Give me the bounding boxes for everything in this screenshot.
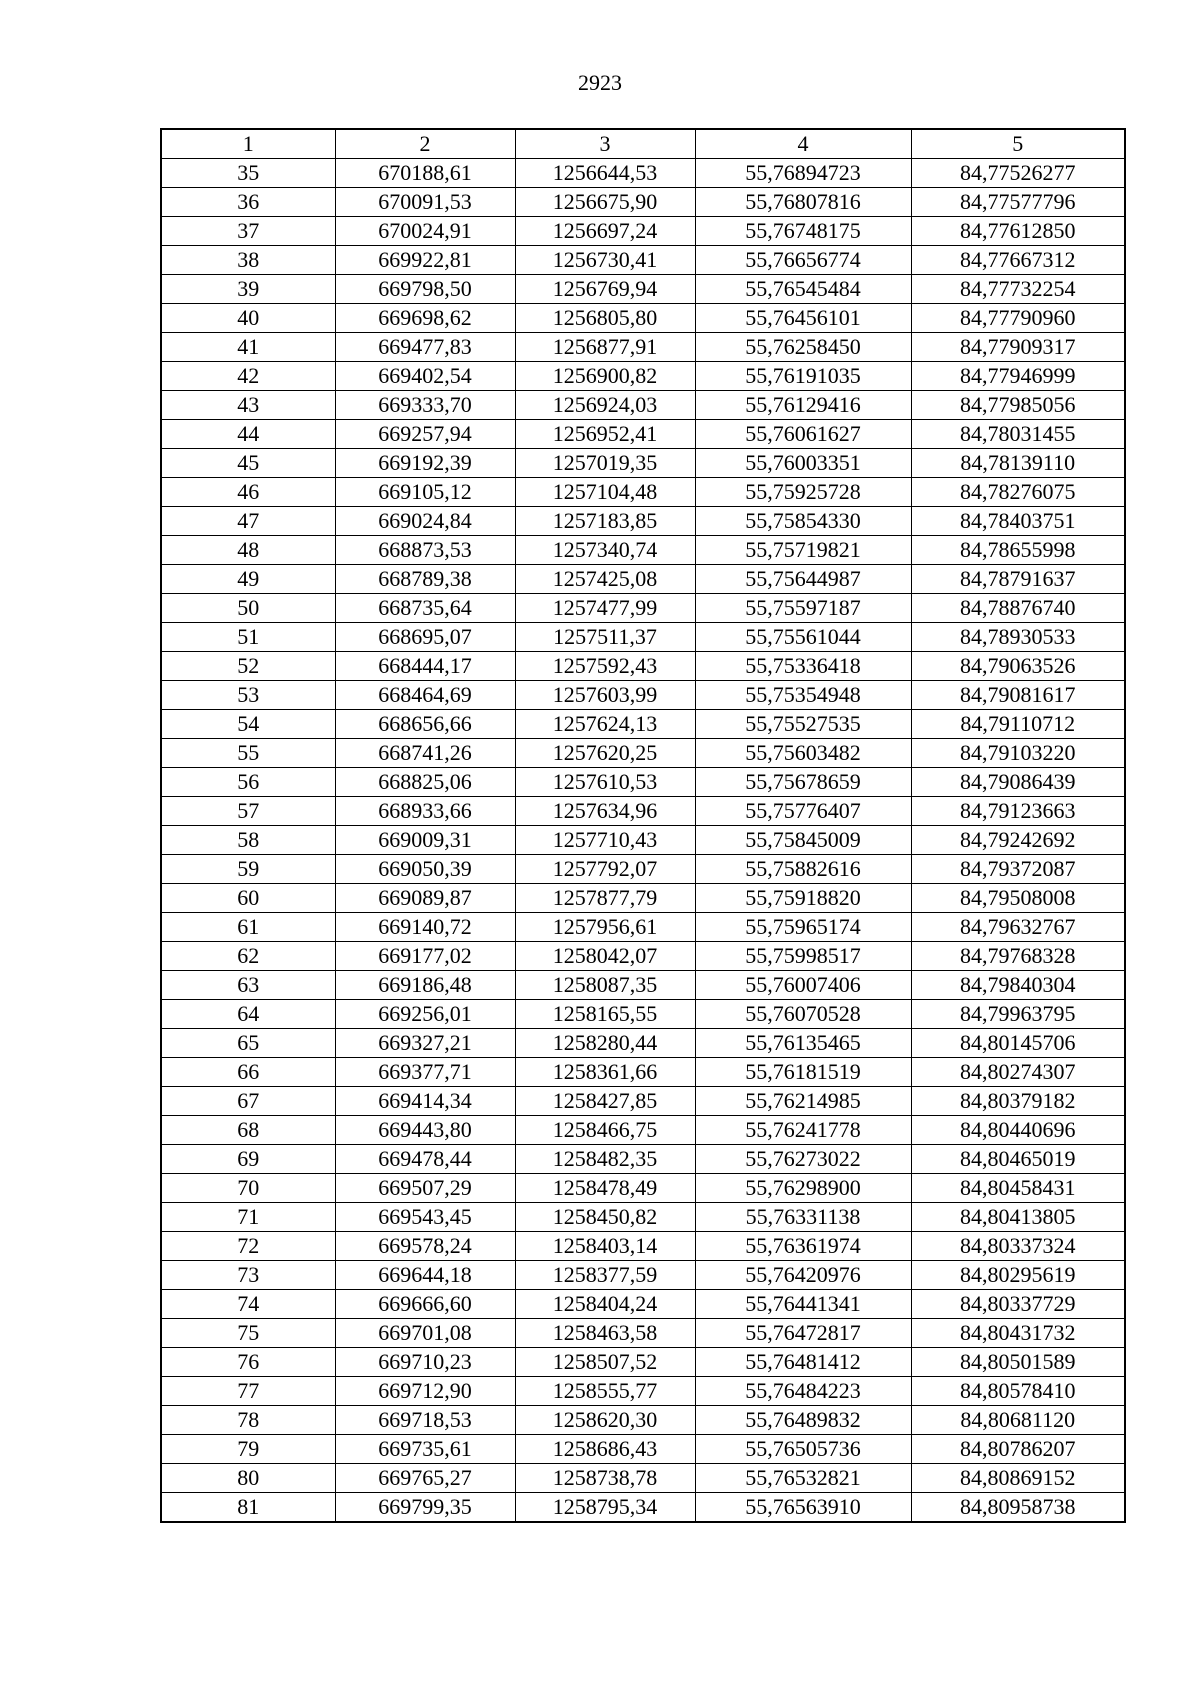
table-row xyxy=(161,159,1125,188)
table-cell: 84,77946999 xyxy=(911,362,1125,391)
table-cell: 669105,12 xyxy=(335,478,515,507)
table-row xyxy=(161,1493,1125,1523)
table-cell: 84,77790960 xyxy=(911,304,1125,333)
table-row xyxy=(161,246,1125,275)
table-cell: 668789,38 xyxy=(335,565,515,594)
table-cell: 55,76129416 xyxy=(695,391,911,420)
table-cell: 670091,53 xyxy=(335,188,515,217)
table-cell: 55,76070528 xyxy=(695,1000,911,1029)
table-cell: 37 xyxy=(161,217,335,246)
table-cell: 1258738,78 xyxy=(515,1464,695,1493)
table-cell: 84,77577796 xyxy=(911,188,1125,217)
table-header-row xyxy=(161,129,1125,159)
table-cell: 668735,64 xyxy=(335,594,515,623)
table-cell: 43 xyxy=(161,391,335,420)
table-cell: 84,77612850 xyxy=(911,217,1125,246)
table-cell: 668464,69 xyxy=(335,681,515,710)
table-cell: 1257340,74 xyxy=(515,536,695,565)
table-cell: 669701,08 xyxy=(335,1319,515,1348)
table-row xyxy=(161,1087,1125,1116)
table-cell: 55,75603482 xyxy=(695,739,911,768)
table-cell: 669478,44 xyxy=(335,1145,515,1174)
table-cell: 84,78031455 xyxy=(911,420,1125,449)
table-cell: 1257610,53 xyxy=(515,768,695,797)
table-row xyxy=(161,449,1125,478)
table-cell: 55,76061627 xyxy=(695,420,911,449)
table-cell: 63 xyxy=(161,971,335,1000)
table-cell: 84,78403751 xyxy=(911,507,1125,536)
table-cell: 84,80786207 xyxy=(911,1435,1125,1464)
table-cell: 46 xyxy=(161,478,335,507)
table-cell: 65 xyxy=(161,1029,335,1058)
table-cell: 55,75644987 xyxy=(695,565,911,594)
table-cell: 670188,61 xyxy=(335,159,515,188)
table-cell: 79 xyxy=(161,1435,335,1464)
column-header: 4 xyxy=(695,129,911,159)
table-cell: 55,76241778 xyxy=(695,1116,911,1145)
table-cell: 1258450,82 xyxy=(515,1203,695,1232)
table-cell: 1258404,24 xyxy=(515,1290,695,1319)
table-cell: 669718,53 xyxy=(335,1406,515,1435)
table-cell: 84,77985056 xyxy=(911,391,1125,420)
table-cell: 84,77909317 xyxy=(911,333,1125,362)
table-cell: 55,75776407 xyxy=(695,797,911,826)
table-cell: 669327,21 xyxy=(335,1029,515,1058)
table-cell: 1258377,59 xyxy=(515,1261,695,1290)
table-cell: 72 xyxy=(161,1232,335,1261)
table-row xyxy=(161,362,1125,391)
table-cell: 669644,18 xyxy=(335,1261,515,1290)
table-cell: 668656,66 xyxy=(335,710,515,739)
table-cell: 669710,23 xyxy=(335,1348,515,1377)
table-cell: 84,78876740 xyxy=(911,594,1125,623)
table-cell: 75 xyxy=(161,1319,335,1348)
table-cell: 84,78276075 xyxy=(911,478,1125,507)
table-cell: 84,78930533 xyxy=(911,623,1125,652)
table-cell: 1256697,24 xyxy=(515,217,695,246)
table-cell: 1257710,43 xyxy=(515,826,695,855)
table-row xyxy=(161,739,1125,768)
table-cell: 1257425,08 xyxy=(515,565,695,594)
table-cell: 69 xyxy=(161,1145,335,1174)
table-row xyxy=(161,913,1125,942)
table-cell: 60 xyxy=(161,884,335,913)
table-cell: 55,75854330 xyxy=(695,507,911,536)
table-cell: 53 xyxy=(161,681,335,710)
table-cell: 84,79081617 xyxy=(911,681,1125,710)
table-row xyxy=(161,768,1125,797)
table-row xyxy=(161,1029,1125,1058)
table-cell: 55,76331138 xyxy=(695,1203,911,1232)
table-cell: 1258463,58 xyxy=(515,1319,695,1348)
table-cell: 55,76484223 xyxy=(695,1377,911,1406)
table-row xyxy=(161,1000,1125,1029)
table-cell: 669735,61 xyxy=(335,1435,515,1464)
table-row xyxy=(161,188,1125,217)
table-cell: 73 xyxy=(161,1261,335,1290)
table-cell: 48 xyxy=(161,536,335,565)
table-row xyxy=(161,391,1125,420)
table-row xyxy=(161,623,1125,652)
table-cell: 668933,66 xyxy=(335,797,515,826)
table-cell: 84,79110712 xyxy=(911,710,1125,739)
table-cell: 669333,70 xyxy=(335,391,515,420)
table-cell: 669009,31 xyxy=(335,826,515,855)
table-row xyxy=(161,710,1125,739)
table-cell: 39 xyxy=(161,275,335,304)
table-cell: 84,78655998 xyxy=(911,536,1125,565)
table-cell: 84,78791637 xyxy=(911,565,1125,594)
table-cell: 669257,94 xyxy=(335,420,515,449)
table-cell: 1256769,94 xyxy=(515,275,695,304)
table-row xyxy=(161,507,1125,536)
table-cell: 55,75597187 xyxy=(695,594,911,623)
table-cell: 1257511,37 xyxy=(515,623,695,652)
table-cell: 1257877,79 xyxy=(515,884,695,913)
table-cell: 84,79840304 xyxy=(911,971,1125,1000)
table-cell: 55,76656774 xyxy=(695,246,911,275)
table-cell: 55,76003351 xyxy=(695,449,911,478)
table-cell: 81 xyxy=(161,1493,335,1523)
table-cell: 57 xyxy=(161,797,335,826)
table-row xyxy=(161,1232,1125,1261)
table-cell: 55,76472817 xyxy=(695,1319,911,1348)
table-cell: 76 xyxy=(161,1348,335,1377)
table-cell: 84,80431732 xyxy=(911,1319,1125,1348)
table-cell: 84,80295619 xyxy=(911,1261,1125,1290)
table-cell: 55,76563910 xyxy=(695,1493,911,1523)
table-cell: 38 xyxy=(161,246,335,275)
table-cell: 55,75719821 xyxy=(695,536,911,565)
table-cell: 669186,48 xyxy=(335,971,515,1000)
table-cell: 55,76214985 xyxy=(695,1087,911,1116)
table-cell: 669050,39 xyxy=(335,855,515,884)
table-cell: 54 xyxy=(161,710,335,739)
table-cell: 45 xyxy=(161,449,335,478)
table-cell: 55,76748175 xyxy=(695,217,911,246)
table-cell: 35 xyxy=(161,159,335,188)
table-row xyxy=(161,536,1125,565)
table-cell: 1256900,82 xyxy=(515,362,695,391)
table-cell: 669578,24 xyxy=(335,1232,515,1261)
table-cell: 84,80501589 xyxy=(911,1348,1125,1377)
column-header: 3 xyxy=(515,129,695,159)
column-header: 5 xyxy=(911,129,1125,159)
table-cell: 55,76420976 xyxy=(695,1261,911,1290)
table-row xyxy=(161,1435,1125,1464)
table-cell: 84,78139110 xyxy=(911,449,1125,478)
table-cell: 55,75527535 xyxy=(695,710,911,739)
table-cell: 84,79768328 xyxy=(911,942,1125,971)
table-cell: 84,80379182 xyxy=(911,1087,1125,1116)
table-cell: 1256805,80 xyxy=(515,304,695,333)
table-cell: 669024,84 xyxy=(335,507,515,536)
table-cell: 669698,62 xyxy=(335,304,515,333)
table-cell: 669443,80 xyxy=(335,1116,515,1145)
table-cell: 1258555,77 xyxy=(515,1377,695,1406)
table-row xyxy=(161,855,1125,884)
table-cell: 84,80458431 xyxy=(911,1174,1125,1203)
table-cell: 52 xyxy=(161,652,335,681)
table-cell: 669798,50 xyxy=(335,275,515,304)
table-cell: 1258620,30 xyxy=(515,1406,695,1435)
table-cell: 1257620,25 xyxy=(515,739,695,768)
table-cell: 56 xyxy=(161,768,335,797)
table-cell: 1258427,85 xyxy=(515,1087,695,1116)
table-cell: 64 xyxy=(161,1000,335,1029)
table-cell: 668873,53 xyxy=(335,536,515,565)
table-row xyxy=(161,652,1125,681)
column-header: 2 xyxy=(335,129,515,159)
table-cell: 55,75845009 xyxy=(695,826,911,855)
table-cell: 1256675,90 xyxy=(515,188,695,217)
table-cell: 1257183,85 xyxy=(515,507,695,536)
table-cell: 55,76361974 xyxy=(695,1232,911,1261)
table-cell: 669402,54 xyxy=(335,362,515,391)
table-cell: 669765,27 xyxy=(335,1464,515,1493)
table-cell: 77 xyxy=(161,1377,335,1406)
table-row xyxy=(161,594,1125,623)
table-cell: 669089,87 xyxy=(335,884,515,913)
table-cell: 61 xyxy=(161,913,335,942)
table-cell: 84,80274307 xyxy=(911,1058,1125,1087)
table-cell: 84,77732254 xyxy=(911,275,1125,304)
table-cell: 84,80465019 xyxy=(911,1145,1125,1174)
table-body xyxy=(161,159,1125,1523)
table-cell: 41 xyxy=(161,333,335,362)
table-row xyxy=(161,797,1125,826)
table-cell: 51 xyxy=(161,623,335,652)
table-cell: 55 xyxy=(161,739,335,768)
table-cell: 67 xyxy=(161,1087,335,1116)
table-cell: 669543,45 xyxy=(335,1203,515,1232)
table-row xyxy=(161,1406,1125,1435)
table-cell: 55,75336418 xyxy=(695,652,911,681)
table-row xyxy=(161,1116,1125,1145)
table-cell: 84,79508008 xyxy=(911,884,1125,913)
table-cell: 55,76298900 xyxy=(695,1174,911,1203)
table-cell: 1258403,14 xyxy=(515,1232,695,1261)
table-cell: 1257104,48 xyxy=(515,478,695,507)
table-cell: 669712,90 xyxy=(335,1377,515,1406)
table-cell: 1257956,61 xyxy=(515,913,695,942)
table-cell: 669666,60 xyxy=(335,1290,515,1319)
table-cell: 1258478,49 xyxy=(515,1174,695,1203)
table-cell: 670024,91 xyxy=(335,217,515,246)
table-cell: 55,76894723 xyxy=(695,159,911,188)
table-row xyxy=(161,1203,1125,1232)
table-cell: 1256644,53 xyxy=(515,159,695,188)
table-cell: 668444,17 xyxy=(335,652,515,681)
table-cell: 70 xyxy=(161,1174,335,1203)
table-cell: 1257477,99 xyxy=(515,594,695,623)
table-row xyxy=(161,217,1125,246)
table-cell: 55,76505736 xyxy=(695,1435,911,1464)
table-cell: 55,75925728 xyxy=(695,478,911,507)
table-cell: 55,75882616 xyxy=(695,855,911,884)
table-cell: 47 xyxy=(161,507,335,536)
table-row xyxy=(161,565,1125,594)
table-cell: 1257603,99 xyxy=(515,681,695,710)
table-cell: 55,75998517 xyxy=(695,942,911,971)
table-cell: 1258165,55 xyxy=(515,1000,695,1029)
table-cell: 55,76135465 xyxy=(695,1029,911,1058)
table-cell: 84,77667312 xyxy=(911,246,1125,275)
table-cell: 55,76273022 xyxy=(695,1145,911,1174)
table-cell: 62 xyxy=(161,942,335,971)
table-cell: 71 xyxy=(161,1203,335,1232)
table-cell: 84,79372087 xyxy=(911,855,1125,884)
table-cell: 1258361,66 xyxy=(515,1058,695,1087)
table-row xyxy=(161,971,1125,1000)
table-cell: 59 xyxy=(161,855,335,884)
table-row xyxy=(161,942,1125,971)
table-cell: 84,79063526 xyxy=(911,652,1125,681)
table-cell: 84,80681120 xyxy=(911,1406,1125,1435)
table-cell: 1257624,13 xyxy=(515,710,695,739)
table-cell: 84,79632767 xyxy=(911,913,1125,942)
table-cell: 55,75354948 xyxy=(695,681,911,710)
table-row xyxy=(161,420,1125,449)
table-cell: 1258507,52 xyxy=(515,1348,695,1377)
table-cell: 66 xyxy=(161,1058,335,1087)
table-row xyxy=(161,478,1125,507)
table-row xyxy=(161,1290,1125,1319)
page-number: 2923 xyxy=(578,70,622,95)
table-cell: 669414,34 xyxy=(335,1087,515,1116)
table-row xyxy=(161,1174,1125,1203)
table-row xyxy=(161,826,1125,855)
table-row xyxy=(161,333,1125,362)
table-cell: 55,75918820 xyxy=(695,884,911,913)
table-cell: 1257792,07 xyxy=(515,855,695,884)
table-cell: 669507,29 xyxy=(335,1174,515,1203)
table-cell: 84,79963795 xyxy=(911,1000,1125,1029)
table-cell: 84,80440696 xyxy=(911,1116,1125,1145)
table-cell: 84,80869152 xyxy=(911,1464,1125,1493)
table-cell: 84,80337324 xyxy=(911,1232,1125,1261)
table-cell: 1257019,35 xyxy=(515,449,695,478)
table-cell: 669177,02 xyxy=(335,942,515,971)
table-cell: 55,76258450 xyxy=(695,333,911,362)
table-cell: 1258042,07 xyxy=(515,942,695,971)
table-cell: 74 xyxy=(161,1290,335,1319)
table-cell: 1258795,34 xyxy=(515,1493,695,1523)
table-row xyxy=(161,884,1125,913)
table-cell: 55,75678659 xyxy=(695,768,911,797)
table-cell: 40 xyxy=(161,304,335,333)
table-cell: 84,80958738 xyxy=(911,1493,1125,1523)
table-cell: 1256730,41 xyxy=(515,246,695,275)
table-cell: 78 xyxy=(161,1406,335,1435)
table-cell: 669256,01 xyxy=(335,1000,515,1029)
coordinates-table xyxy=(160,128,1126,1523)
table-row xyxy=(161,1319,1125,1348)
table-cell: 55,76807816 xyxy=(695,188,911,217)
table-cell: 1256924,03 xyxy=(515,391,695,420)
table-row xyxy=(161,304,1125,333)
table-cell: 1258466,75 xyxy=(515,1116,695,1145)
table-cell: 669192,39 xyxy=(335,449,515,478)
table-cell: 1257592,43 xyxy=(515,652,695,681)
table-cell: 669377,71 xyxy=(335,1058,515,1087)
table-cell: 55,76007406 xyxy=(695,971,911,1000)
table-cell: 1257634,96 xyxy=(515,797,695,826)
table-row xyxy=(161,1377,1125,1406)
table-cell: 84,79123663 xyxy=(911,797,1125,826)
table-cell: 84,77526277 xyxy=(911,159,1125,188)
table-cell: 55,76489832 xyxy=(695,1406,911,1435)
table-cell: 1256877,91 xyxy=(515,333,695,362)
table-cell: 668825,06 xyxy=(335,768,515,797)
table-cell: 668695,07 xyxy=(335,623,515,652)
table-cell: 84,79103220 xyxy=(911,739,1125,768)
table-cell: 49 xyxy=(161,565,335,594)
column-header: 1 xyxy=(161,129,335,159)
table-cell: 669140,72 xyxy=(335,913,515,942)
table-cell: 44 xyxy=(161,420,335,449)
table-cell: 55,76545484 xyxy=(695,275,911,304)
table-cell: 84,80337729 xyxy=(911,1290,1125,1319)
table-cell: 80 xyxy=(161,1464,335,1493)
table-cell: 1258686,43 xyxy=(515,1435,695,1464)
table-cell: 669799,35 xyxy=(335,1493,515,1523)
table-cell: 1258482,35 xyxy=(515,1145,695,1174)
table-row xyxy=(161,275,1125,304)
table-cell: 55,76481412 xyxy=(695,1348,911,1377)
table-cell: 55,75561044 xyxy=(695,623,911,652)
table-row xyxy=(161,1261,1125,1290)
table-cell: 68 xyxy=(161,1116,335,1145)
table-row xyxy=(161,1058,1125,1087)
table-row xyxy=(161,1348,1125,1377)
table-cell: 669477,83 xyxy=(335,333,515,362)
table-cell: 668741,26 xyxy=(335,739,515,768)
table-cell: 1258087,35 xyxy=(515,971,695,1000)
table-cell: 55,76456101 xyxy=(695,304,911,333)
table-cell: 669922,81 xyxy=(335,246,515,275)
table-cell: 50 xyxy=(161,594,335,623)
table-cell: 1256952,41 xyxy=(515,420,695,449)
table-cell: 55,76441341 xyxy=(695,1290,911,1319)
table-cell: 36 xyxy=(161,188,335,217)
table-cell: 55,75965174 xyxy=(695,913,911,942)
table-cell: 84,80413805 xyxy=(911,1203,1125,1232)
table-cell: 55,76191035 xyxy=(695,362,911,391)
table-cell: 1258280,44 xyxy=(515,1029,695,1058)
table-row xyxy=(161,1464,1125,1493)
table-row xyxy=(161,681,1125,710)
table-cell: 84,80578410 xyxy=(911,1377,1125,1406)
table-cell: 84,79086439 xyxy=(911,768,1125,797)
table-cell: 55,76181519 xyxy=(695,1058,911,1087)
table-cell: 55,76532821 xyxy=(695,1464,911,1493)
table-cell: 42 xyxy=(161,362,335,391)
table-cell: 84,79242692 xyxy=(911,826,1125,855)
table-cell: 84,80145706 xyxy=(911,1029,1125,1058)
table-cell: 58 xyxy=(161,826,335,855)
table-row xyxy=(161,1145,1125,1174)
